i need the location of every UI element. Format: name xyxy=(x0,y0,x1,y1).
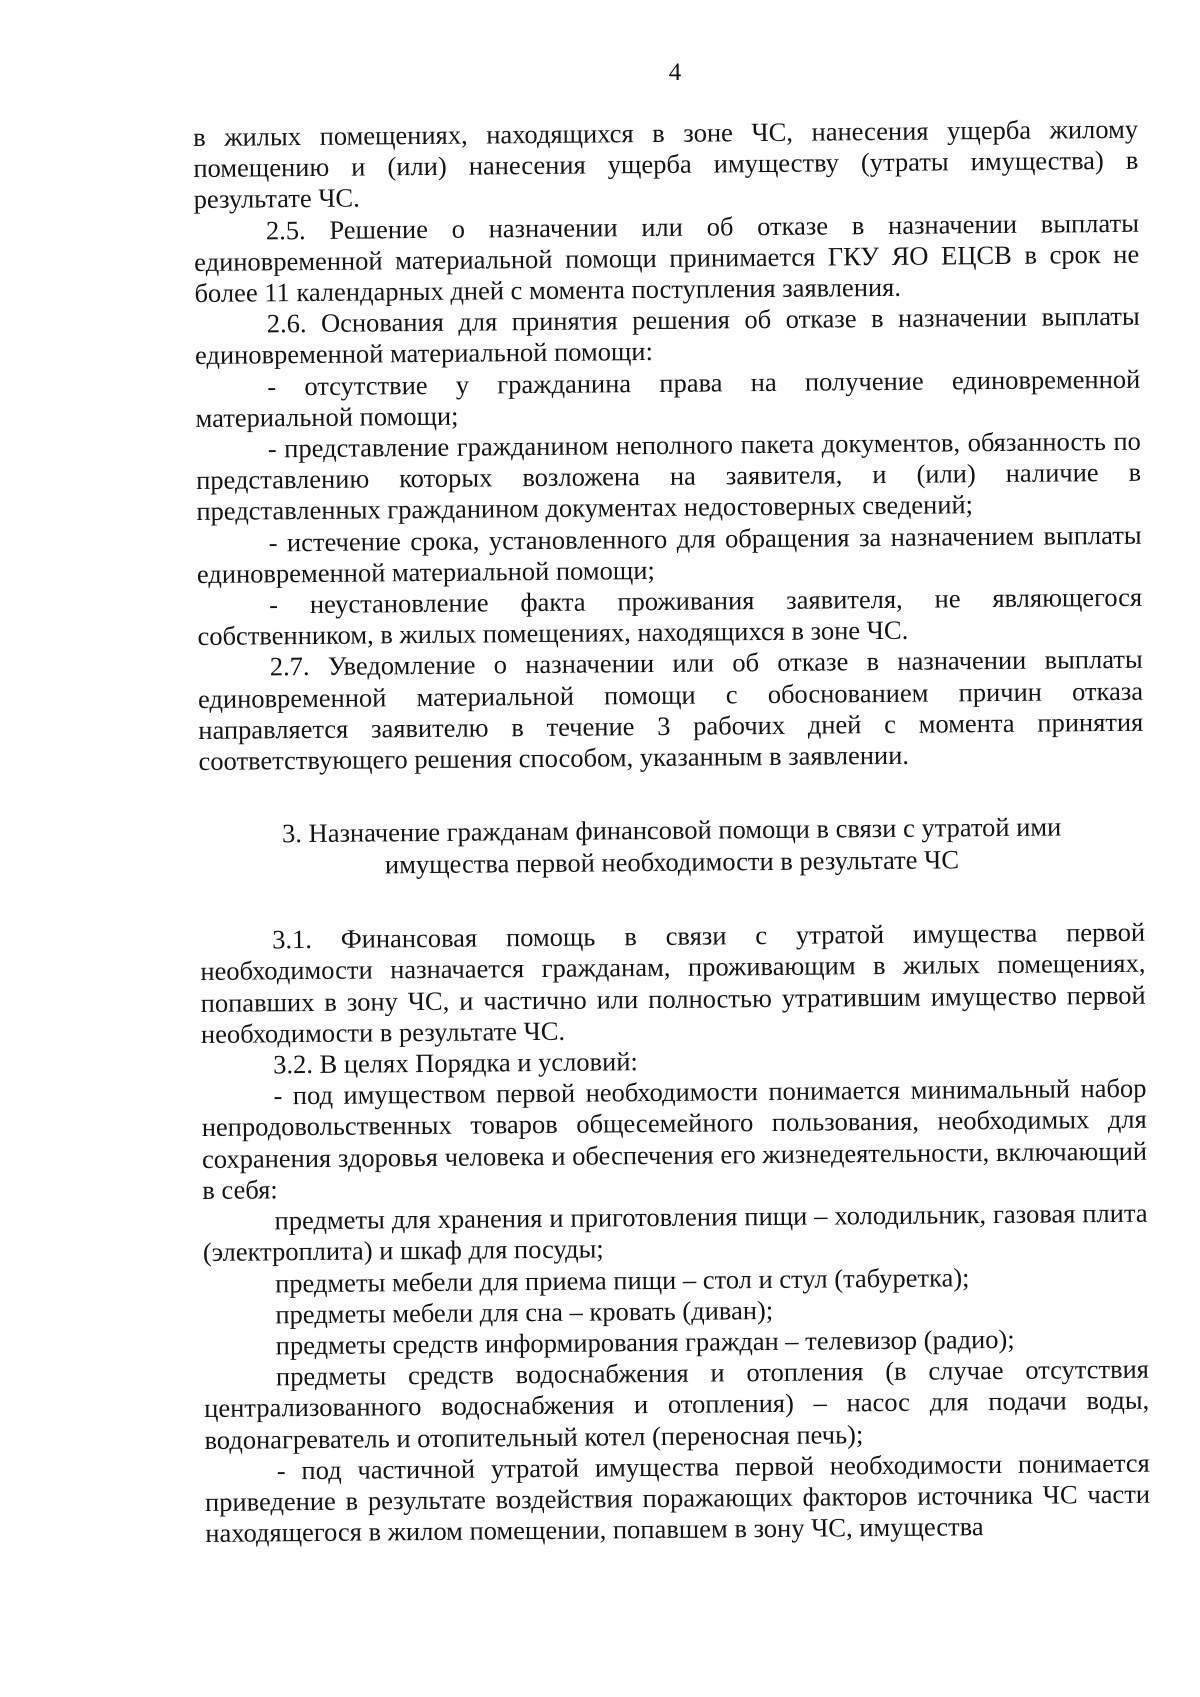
paragraph-2-5: 2.5. Решение о назначении или об отказе в назначении выплаты единовременной материальной помощи принимается ГКУ ЯО ЕЦСВ в срок не более 11 календарных дней с момента поступления заявления. xyxy=(194,207,1140,309)
paragraph-3-1: 3.1. Финансовая помощь в связи с утратой имущества первой необходимости назначается гражданам, проживающим в жилых помещениях, попавших в зону ЧС, и частично или полностью утратившим имущество первой необходимости в результате ЧС. xyxy=(200,916,1146,1049)
list-item-water-heating: предметы средств водоснабжения и отопления (в случае отсутствия централизованного водоснабжения и отопления) – насос для подачи воды, водонагреватель и отопительный котел (переносная печь); xyxy=(204,1353,1150,1455)
list-item-information-devices: предметы средств информирования граждан – телевизор (радио); xyxy=(275,1323,1015,1361)
paragraph-2-7: 2.7. Уведомление о назначении или об отказе в назначении выплаты единовременной материальной помощи с обоснованием причин отказа направляется заявителю в течение 3 рабочих дней с момента принятия соответствующего решения способом, указанным в заявлении. xyxy=(197,644,1144,777)
page-number: 4 xyxy=(668,59,682,86)
list-item-deadline-expired: - истечение срока, установленного для обращения за назначением выплаты единовременной материальной помощи; xyxy=(196,519,1142,589)
list-item-residence-not-established: - неустановление факта проживания заявителя, не являющегося собственником, в жилых помещениях, находящихся в зоне ЧС. xyxy=(197,581,1143,652)
paragraph-3-2: 3.2. В целях Порядка и условий: xyxy=(273,1046,638,1080)
paragraph-2-6: 2.6. Основания для принятия решения об отказе в назначении выплаты единовременной материальной помощи: xyxy=(194,300,1140,371)
paragraph-continuation: в жилых помещениях, находящихся в зоне ЧС, нанесения ущерба жилому помещению и (или) нанесения ущерба имуществу (утраты имущества) в результате ЧС. xyxy=(193,113,1139,215)
list-item-sleeping-furniture: предметы мебели для сна – кровать (диван); xyxy=(275,1294,774,1330)
section-3-heading-line-1: 3. Назначение гражданам финансовой помощи в связи с утратой ими xyxy=(281,811,1062,849)
list-item-partial-loss: - под частичной утратой имущества первой необходимости понимается приведение в результате воздействия поражающих факторов источника ЧС части находящегося в жилом помещении, попавшем в зону ЧС, имущества xyxy=(204,1447,1151,1549)
list-item-no-right: - отсутствие у гражданина права на получение единовременной материальной помощи; xyxy=(195,363,1141,433)
section-3-heading-line-2: имущества первой необходимости в результате ЧС xyxy=(384,844,960,880)
list-item-essential-property: - под имуществом первой необходимости понимается минимальный набор непродовольственных товаров общесемейного пользования, необходимых для сохранения здоровья человека и обеспечения его жизнедеятельности, включающий в себя: xyxy=(201,1072,1148,1205)
list-item-incomplete-documents: - представление гражданином неполного пакета документов, обязанность по представлению которых возложена на заявителя, и (или) наличие в представленных гражданином документах недостоверных сведений; xyxy=(195,425,1142,527)
section-3-heading xyxy=(199,811,1145,882)
list-item-food-storage: предметы для хранения и приготовления пищи – холодильник, газовая плита (электроплита) и шкаф для посуды; xyxy=(202,1197,1148,1268)
document-body xyxy=(193,114,1150,1550)
list-item-dining-furniture: предметы мебели для приема пищи – стол и стул (табуретка); xyxy=(275,1261,970,1298)
